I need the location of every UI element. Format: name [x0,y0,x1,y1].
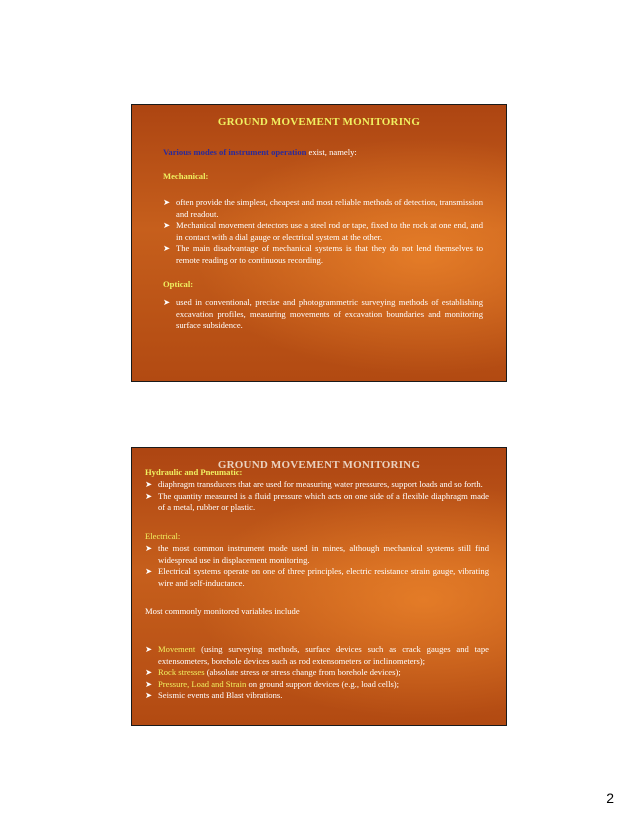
variable-term: Rock stresses [158,667,205,678]
arrow-bullet-icon: ➤ [145,543,153,553]
intro-line [163,147,493,159]
list-item: ➤ used in conventional, precise and photogrammetric surveying methods of establishing excavation profiles, measuring movements of excavation boundaries and monitoring surface subsidence. [163,297,483,331]
slide-2-title: GROUND MOVEMENT MONITORING [217,459,421,471]
variables-intro: Most commonly monitored variables include [145,606,300,616]
variables-list [145,644,489,702]
arrow-bullet-icon: ➤ [145,678,153,689]
electrical-heading: Electrical: [145,531,181,541]
intro-rest: exist, namely: [306,147,357,157]
arrow-bullet-icon: ➤ [145,690,153,701]
slide-2 [131,447,507,726]
hydraulic-heading: Hydraulic and Pneumatic: [145,467,243,477]
variable-term: Movement [158,644,196,654]
list-item: ➤ Pressure, Load and Strain on ground support devices (e.g., load cells); [145,678,400,689]
mechanical-list [163,197,483,267]
arrow-bullet-icon: ➤ [145,644,153,654]
variable-term: Pressure, Load and Strain [158,678,247,689]
list-item: ➤ Electrical systems operate on one of three principles, electric resistance strain gauge, vibrating wire and self-inductance. [145,566,489,588]
arrow-bullet-icon: ➤ [145,479,153,489]
page-number: 2 [606,790,614,806]
electrical-list [145,543,489,589]
slide-1-title: GROUND MOVEMENT MONITORING [217,116,421,128]
list-item: ➤ Movement (using surveying methods, surface devices such as crack gauges and tape extensometers, borehole devices such as rod extensometers or inclinometers); [145,644,489,666]
list-item: ➤ Mechanical movement detectors use a steel rod or tape, fixed to the rock at one end, and in contact with a dial gauge or electrical system at the other. [163,220,483,242]
arrow-bullet-icon: ➤ [145,490,153,501]
slide-1 [131,104,507,382]
list-item: ➤ Rock stresses (absolute stress or stress change from borehole devices); [145,667,401,678]
list-item: ➤ Seismic events and Blast vibrations. [145,690,283,701]
arrow-bullet-icon: ➤ [163,243,171,254]
optical-heading: Optical: [163,279,194,289]
arrow-bullet-icon: ➤ [145,667,153,678]
hydraulic-list [145,479,489,514]
intro-highlight: Various modes of instrument operation [163,147,307,157]
list-item: ➤ The main disadvantage of mechanical systems is that they do not lend themselves to remote reading or to continuous recording. [163,243,483,265]
list-item: ➤ the most common instrument mode used in mines, although mechanical systems still find widespread use in displacement monitoring. [145,543,489,565]
arrow-bullet-icon: ➤ [163,220,171,231]
arrow-bullet-icon: ➤ [163,197,171,207]
mechanical-heading: Mechanical: [163,171,209,181]
arrow-bullet-icon: ➤ [163,297,171,307]
list-item: ➤ The quantity measured is a fluid pressure which acts on one side of a flexible diaphragm made of a metal, rubber or plastic. [145,490,489,513]
optical-list [163,297,483,332]
list-item: ➤ often provide the simplest, cheapest and most reliable methods of detection, transmission and readout. [163,197,483,219]
arrow-bullet-icon: ➤ [145,566,153,577]
list-item: ➤ diaphragm transducers that are used for measuring water pressures, support loads and so forth. [145,479,483,489]
